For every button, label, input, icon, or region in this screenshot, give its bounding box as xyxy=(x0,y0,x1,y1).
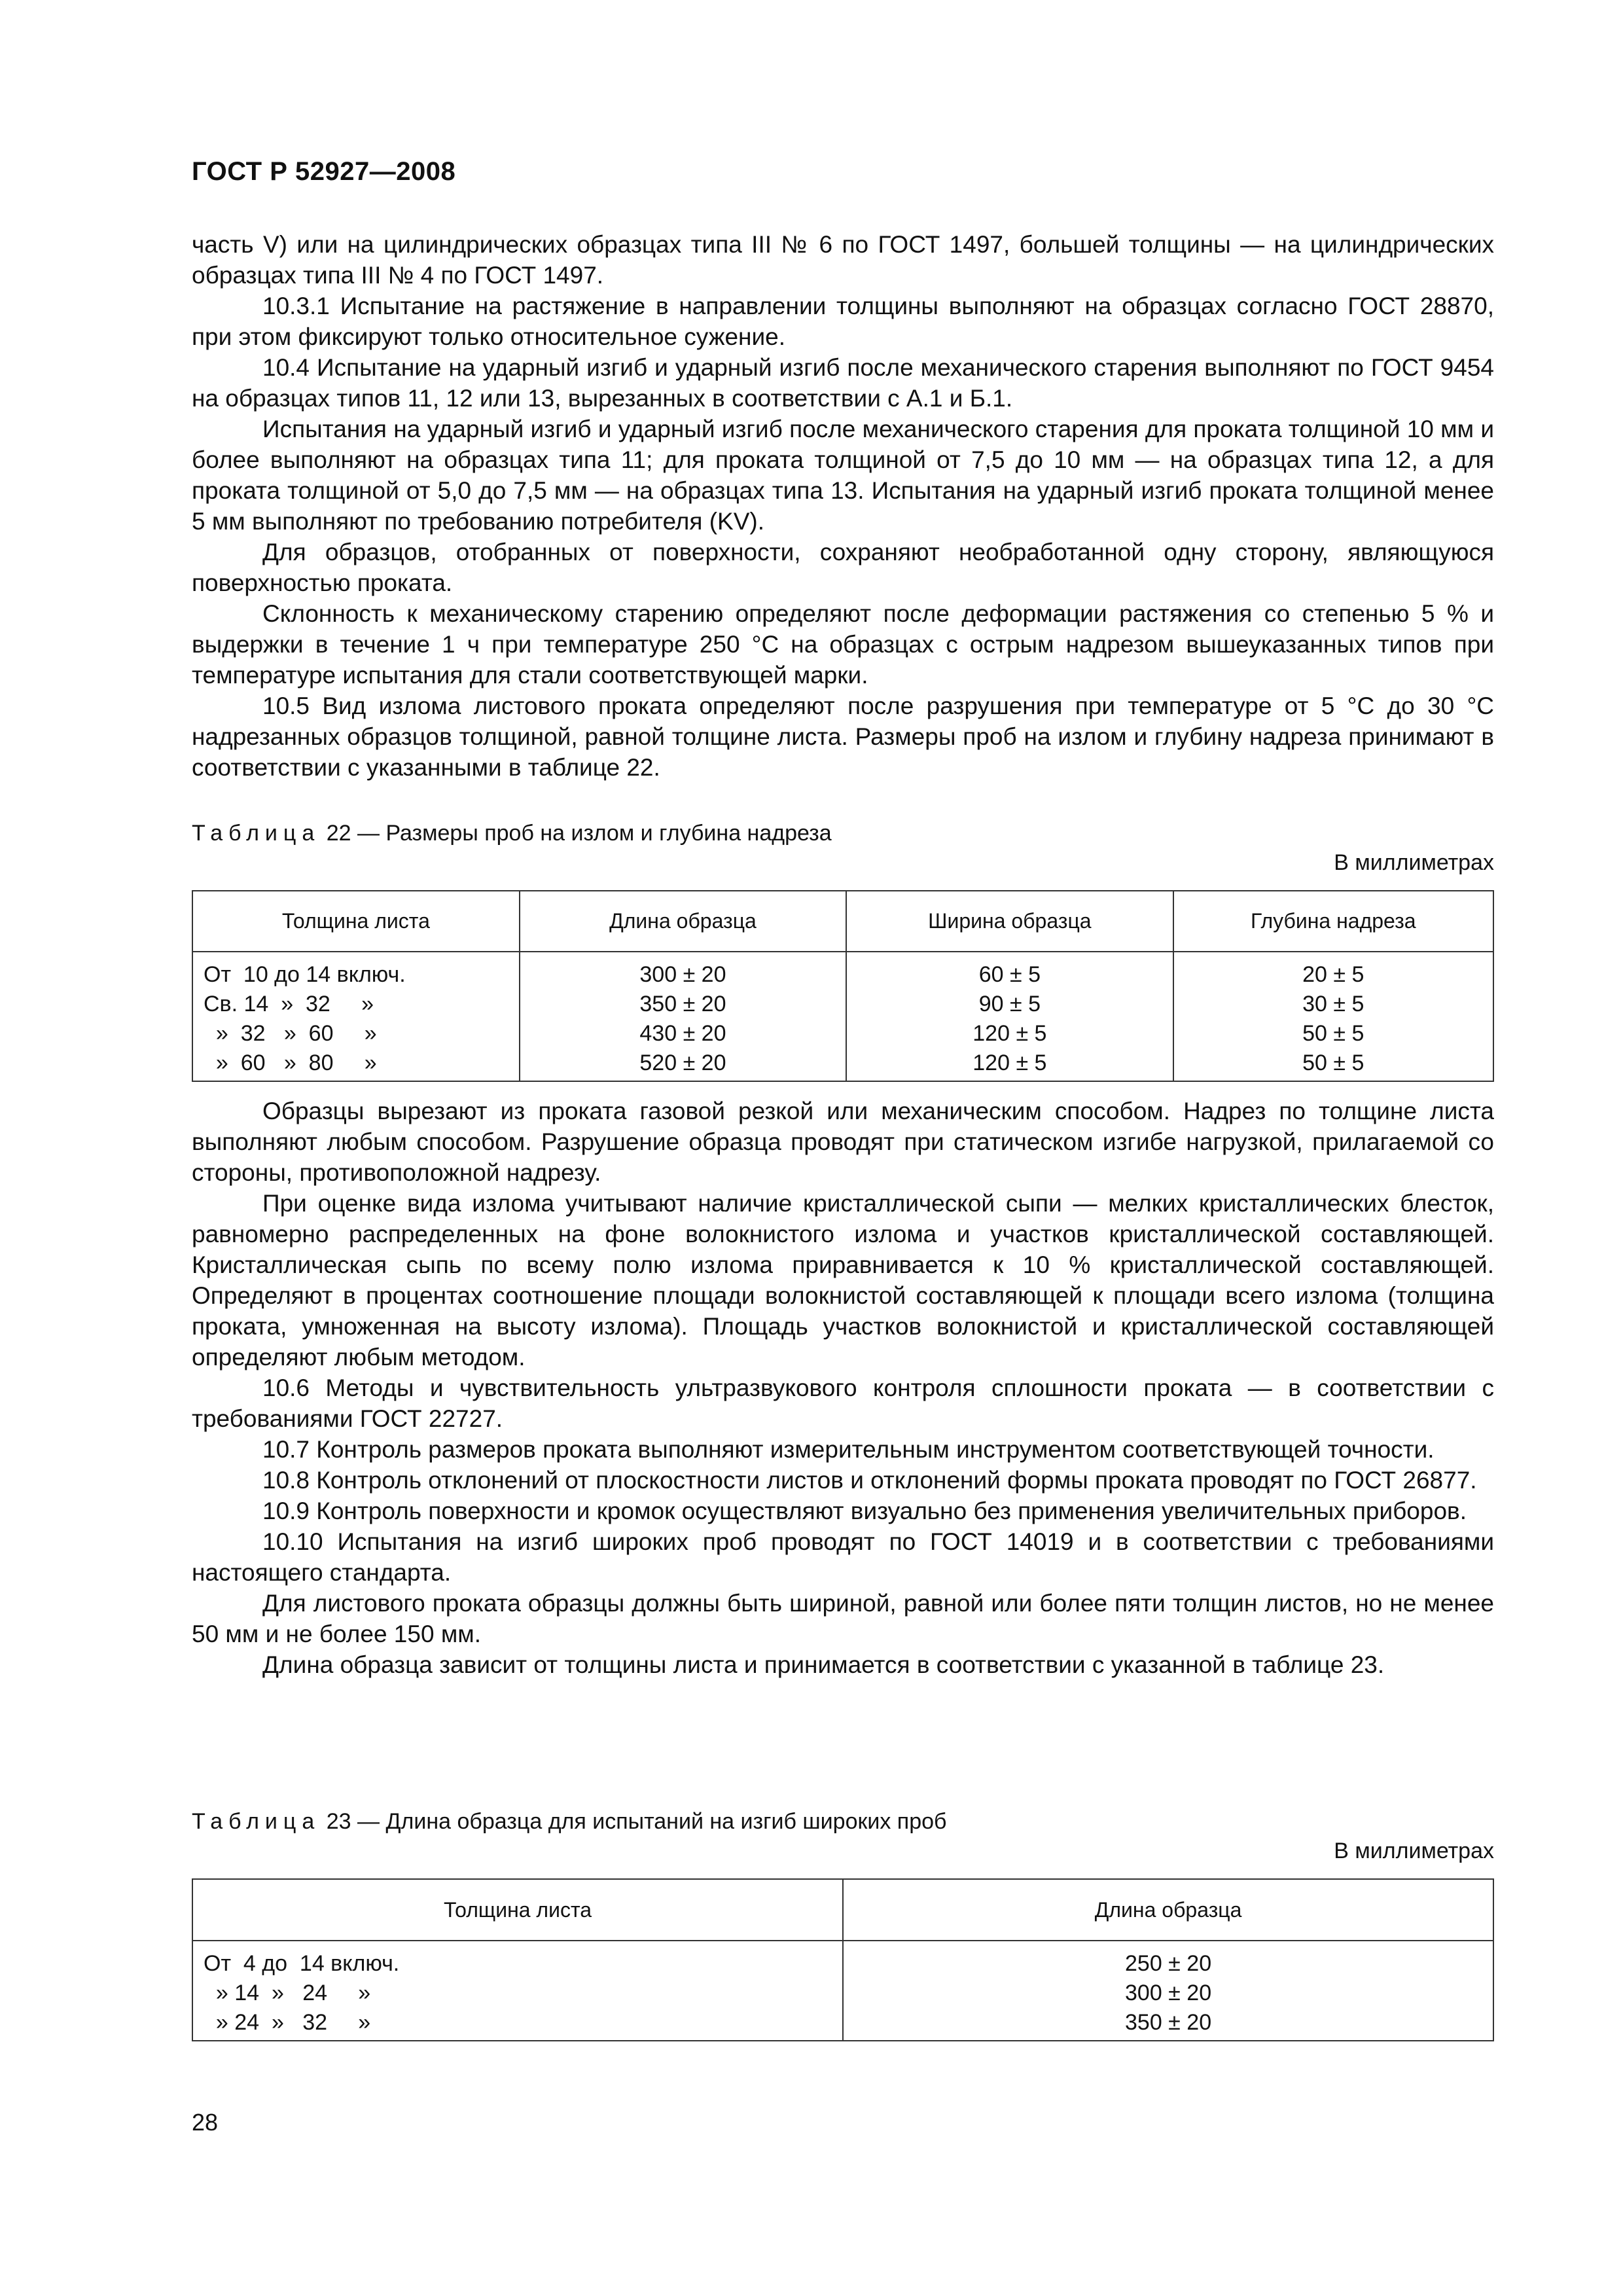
table-22-units: В миллиметрах xyxy=(1334,850,1494,875)
table-22-length-value: 430 ± 20 xyxy=(639,1021,726,1046)
table-22-depth-value: 20 ± 5 xyxy=(1302,962,1364,987)
table-22-header-width: Ширина образца xyxy=(846,891,1173,952)
table-23-header-length: Длина образца xyxy=(843,1879,1493,1941)
table-23-caption-title: 23 — Длина образца для испытаний на изгиб широких проб xyxy=(320,1809,947,1834)
body-text-block-1 xyxy=(192,229,1494,783)
table-23-header-thickness: Толщина листа xyxy=(192,1879,843,1941)
paragraph: При оценке вида излома учитывают наличие кристаллической сыпи — мелких кристаллических блесток, равномерно распределенных на фоне волокнистого излома и участков кристаллической составляющей. Кристаллическая сыпь по всему полю излома приравнивается к 10 % кристаллической составляющей. Определяют в процентах соотношение площади волокнистой составляющей к площади всего излома (толщина проката, умноженная на высоту излома). Площадь участков волокнистой и кристаллической составляющей определяют любым методом. xyxy=(192,1190,1494,1371)
body-text-block-2 xyxy=(192,1096,1494,1680)
table-22-thickness-value: Св. 14 » 32 » xyxy=(204,992,374,1016)
table-23-length-value: 350 ± 20 xyxy=(1125,2010,1212,2035)
standard-header: ГОСТ Р 52927—2008 xyxy=(192,157,456,186)
paragraph: 10.10 Испытания на изгиб широких проб проводят по ГОСТ 14019 и в соответствии с требованиями настоящего стандарта. xyxy=(192,1528,1494,1586)
table-23-units: В миллиметрах xyxy=(1334,1839,1494,1863)
table-22 xyxy=(192,890,1494,1082)
paragraph: 10.6 Методы и чувствительность ультразвукового контроля сплошности проката — в соответствии с требованиями ГОСТ 22727. xyxy=(192,1374,1494,1432)
table-22-width-value: 120 ± 5 xyxy=(972,1050,1047,1075)
table-23-length-value: 250 ± 20 xyxy=(1125,1951,1212,1976)
table-22-thickness-value: От 10 до 14 включ. xyxy=(204,962,406,987)
paragraph: часть V) или на цилиндрических образцах типа III № 6 по ГОСТ 1497, большей толщины — на цилиндрических образцах типа III № 4 по ГОСТ 1497. xyxy=(192,231,1494,289)
table-23-thickness-value: » 24 » 32 » xyxy=(204,2010,371,2035)
paragraph: Для образцов, отобранных от поверхности, сохраняют необработанной одну сторону, являющуюся поверхностью проката. xyxy=(192,539,1494,596)
paragraph: 10.3.1 Испытание на растяжение в направлении толщины выполняют на образцах согласно ГОСТ 28870, при этом фиксируют только относительное сужение. xyxy=(192,293,1494,350)
table-22-length-value: 350 ± 20 xyxy=(639,992,726,1016)
table-22-header-depth: Глубина надреза xyxy=(1173,891,1493,952)
table-22-length-value: 520 ± 20 xyxy=(639,1050,726,1075)
paragraph: 10.8 Контроль отклонений от плоскостности листов и отклонений формы проката проводят по ГОСТ 26877. xyxy=(262,1467,1477,1494)
paragraph: Для листового проката образцы должны быть шириной, равной или более пяти толщин листов, но не менее 50 мм и не более 150 мм. xyxy=(192,1590,1494,1647)
table-22-header-length: Длина образца xyxy=(520,891,846,952)
table-22-thickness-value: » 60 » 80 » xyxy=(204,1050,377,1075)
table-22-depth-value: 30 ± 5 xyxy=(1302,992,1364,1016)
page-number: 28 xyxy=(192,2109,219,2136)
paragraph: 10.7 Контроль размеров проката выполняют измерительным инструментом соответствующей точности. xyxy=(262,1436,1435,1463)
paragraph: Испытания на ударный изгиб и ударный изгиб после механического старения для проката толщиной 10 мм и более выполняют на образцах типа 11; для проката толщиной от 7,5 до 10 мм — на образцах типа 12, а для проката толщиной от 5,0 до 7,5 мм — на образцах типа 13. Испытания на ударный изгиб проката толщиной менее 5 мм выполняют по требованию потребителя (KV). xyxy=(192,416,1494,535)
paragraph: 10.9 Контроль поверхности и кромок осуществляют визуально без применения увеличительных приборов. xyxy=(262,1498,1467,1524)
table-22-thickness-cell xyxy=(192,952,520,1081)
table-22-depth-value: 50 ± 5 xyxy=(1302,1021,1364,1046)
table-23-length-value: 300 ± 20 xyxy=(1125,1981,1212,2005)
table-23-thickness-value: » 14 » 24 » xyxy=(204,1981,371,2005)
paragraph: Склонность к механическому старению определяют после деформации растяжения со степенью 5 % и выдержки в течение 1 ч при температуре 250 °С на образцах с острым надрезом вышеуказанных типов при температуре испытания для стали соответствующей марки. xyxy=(192,600,1494,689)
table-22-depth-value: 50 ± 5 xyxy=(1302,1050,1364,1075)
table-22-width-value: 60 ± 5 xyxy=(978,962,1041,987)
table-22-width-value: 90 ± 5 xyxy=(978,992,1041,1016)
table-22-caption-word: Таблица xyxy=(192,821,321,846)
table-23-caption-word: Таблица xyxy=(192,1809,321,1834)
table-22-header-thickness: Толщина листа xyxy=(192,891,520,952)
table-23-thickness-cell xyxy=(192,1941,843,2041)
paragraph: 10.4 Испытание на ударный изгиб и ударный изгиб после механического старения выполняют по ГОСТ 9454 на образцах типов 11, 12 или 13, вырезанных в соответствии с А.1 и Б.1. xyxy=(192,354,1494,412)
paragraph: 10.5 Вид излома листового проката определяют после разрушения при температуре от 5 °С до 30 °С надрезанных образцов толщиной, равной толщине листа. Размеры проб на излом и глубину надреза принимают в соответствии с указанными в таблице 22. xyxy=(192,692,1494,781)
table-22-width-value: 120 ± 5 xyxy=(972,1021,1047,1046)
table-22-caption-title: 22 — Размеры проб на излом и глубина надреза xyxy=(320,821,832,846)
table-23-length-cell xyxy=(843,1941,1493,2041)
table-22-width-cell xyxy=(846,952,1173,1081)
table-23-thickness-value: От 4 до 14 включ. xyxy=(204,1951,400,1976)
table-23-caption xyxy=(192,1806,947,1837)
table-22-length-cell xyxy=(520,952,846,1081)
paragraph: Длина образца зависит от толщины листа и принимается в соответствии с указанной в таблице 23. xyxy=(262,1651,1385,1678)
table-22-caption xyxy=(192,818,832,848)
table-22-length-value: 300 ± 20 xyxy=(639,962,726,987)
table-22-depth-cell xyxy=(1173,952,1493,1081)
table-23 xyxy=(192,1878,1494,2041)
paragraph: Образцы вырезают из проката газовой резкой или механическим способом. Надрез по толщине листа выполняют любым способом. Разрушение образца проводят при статическом изгибе нагрузкой, прилагаемой со стороны, противоположной надрезу. xyxy=(192,1098,1494,1186)
table-22-thickness-value: » 32 » 60 » xyxy=(204,1021,377,1046)
